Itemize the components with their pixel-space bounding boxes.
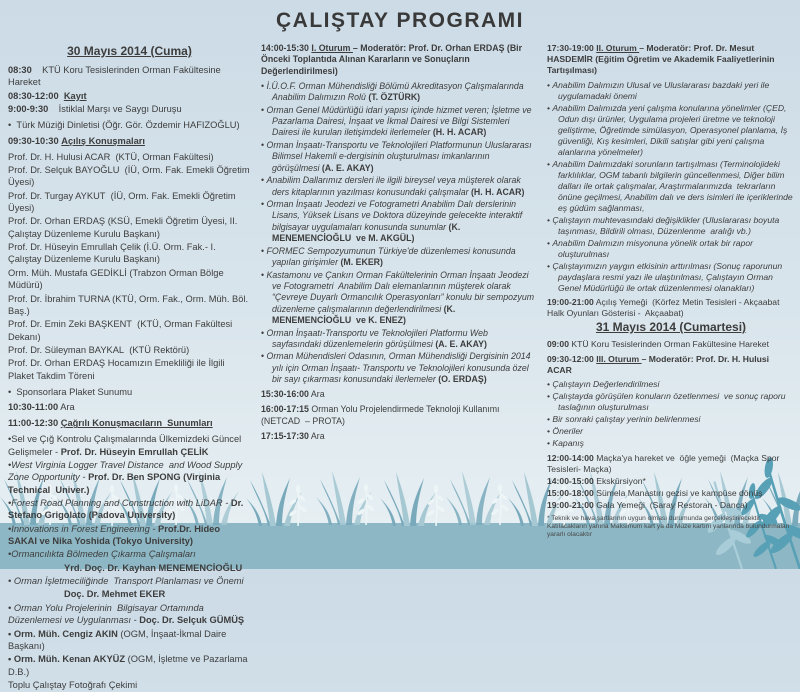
schedule-item — [8, 215, 251, 240]
text-segment: 31 Mayıs 2014 (Cumartesi) — [595, 320, 747, 334]
text-segment: 9:00-9:30 — [8, 104, 49, 115]
schedule-item — [8, 628, 251, 653]
text-segment: Prof. Dr. Hüseyin Emrullah Çelik (İ.Ü. Orm. Fak.- I. Çalıştay Düzenleme Kurulu Başkanı) — [8, 242, 216, 265]
schedule-item — [547, 297, 795, 319]
text-segment: 09:00 — [547, 339, 569, 350]
text-segment: (A. E. AKAY) — [321, 162, 374, 173]
schedule-item — [8, 588, 251, 600]
text-segment: 15:30-16:00 — [261, 389, 309, 400]
text-segment: Doç. Dr. Selçuk GÜMÜŞ — [139, 615, 245, 626]
text-segment: II. Oturum — [596, 43, 640, 53]
schedule-item — [547, 159, 795, 214]
schedule-item — [8, 523, 251, 548]
text-segment: 14:00-15:30 — [261, 43, 312, 53]
text-segment: 19:00-21:00 — [547, 499, 594, 510]
text-segment: • — [547, 391, 553, 402]
text-segment: 08:30 — [8, 64, 32, 75]
text-segment: • — [261, 139, 267, 150]
text-segment: 17:30-19:00 — [547, 43, 597, 53]
text-segment: 30 Mayıs 2014 (Cuma) — [67, 44, 192, 58]
text-segment: (K. MENEMENCİOĞLU ve K. ENEZ) — [272, 303, 456, 326]
schedule-item — [547, 80, 795, 102]
text-segment: • — [547, 426, 553, 437]
schedule-item — [261, 328, 537, 351]
text-segment: (H. H. ACAR) — [471, 186, 525, 197]
text-segment: Prof. Dr. Hüseyin Emrullah ÇELİK — [60, 446, 209, 457]
program-columns — [8, 43, 795, 692]
text-segment: 09:30-10:30 — [8, 135, 62, 146]
text-segment: • — [547, 438, 553, 449]
schedule-item — [547, 215, 795, 237]
schedule-item — [547, 476, 795, 487]
schedule-item — [8, 497, 251, 522]
text-segment: (T. ÖZTÜRK) — [368, 92, 421, 103]
text-segment: * Teknik ve hava şartlarının uygun olması durumunda gerçekleştirilecektir. Katılacakların yanına Maksimum kart ya da Müze kartını yanlarında bulundurmaları yararlı olacaktır — [547, 514, 790, 539]
text-segment: • — [547, 214, 553, 225]
text-segment: Maçka'ya hareket ve öğle yemeği (Maçka Spor Tesisleri- Maçka) — [547, 452, 780, 474]
text-segment: Orman İnşaatı Jeodezi ve Fotogrametri Anabilim Dalı derslerinin Lisans, Yüksek Lisans ve Doktora düzeyinde gelecekte interaktif bilgisayar uygulamaları konusunda sunumlar — [266, 198, 523, 232]
text-segment: • — [261, 269, 267, 280]
schedule-item — [261, 140, 537, 174]
text-segment: • — [261, 351, 267, 362]
text-segment: • Orm. Müh. Cengiz AKIN — [8, 628, 121, 639]
text-segment: – Moderatör: Prof. Dr. H. Hulusi ACAR — [547, 353, 772, 375]
text-segment: Prof. Dr. Orhan ERDAŞ (KSÜ, Emekli Öğretim Üyesi, II. Çalıştay Düzenleme Kurulu Başkanı) — [8, 216, 238, 239]
text-segment: Prof. Dr. Selçuk BAYOĞLU (İÜ, Orm. Fak. Emekli Öğretim Üyesi) — [8, 164, 250, 188]
text-segment: • — [547, 260, 553, 271]
text-segment: Anabilim Dalımızın misyonuna yönelik ortak bir rapor oluşturulması — [552, 237, 754, 259]
program-column-friday-session-1 — [261, 43, 537, 692]
text-segment: Prof. Dr. Turgay AYKUT (İÜ, Orm. Fak. Emekli Öğretim Üyesi) — [8, 190, 236, 214]
schedule-item — [8, 417, 251, 429]
schedule-item — [8, 64, 251, 89]
text-segment: • Türk Müziği Dinletisi (Öğr. Gör. Özdemir HAFIZOĞLU) — [8, 119, 240, 130]
schedule-item — [547, 339, 795, 350]
schedule-item — [8, 602, 251, 627]
schedule-item — [8, 433, 251, 458]
schedule-item — [547, 414, 795, 425]
schedule-item — [8, 679, 251, 691]
text-segment: Orman Genel Müdürlüğü idari yapısı içinde hizmet veren; İşletme ve Pazarlama Dairesi, İnşaat ve İkmal Dairesi ve Bilgi Sistemleri Dairesi ile kurulan iletişimdeki ilerlemeler — [266, 104, 532, 138]
text-segment: Toplu Çalıştay Fotoğrafı Çekimi — [8, 679, 138, 690]
schedule-item — [261, 404, 537, 427]
text-segment: • — [261, 80, 267, 91]
date-heading-friday — [8, 44, 251, 60]
text-segment: 16:00-17:15 — [261, 404, 309, 415]
schedule-item — [8, 135, 251, 147]
text-segment: 11:00-12:30 — [8, 418, 61, 429]
text-segment: Prof. Dr. Ben SPONG (Virginia Technical Univer.) — [8, 472, 221, 495]
schedule-item — [8, 653, 251, 678]
schedule-item — [8, 318, 251, 343]
schedule-item — [8, 190, 251, 215]
text-segment: 19:00-21:00 — [547, 297, 594, 307]
program-column-friday-session-2-and-saturday — [547, 43, 795, 692]
text-segment: Orm. Müh. Mustafa GEDİKLİ (Trabzon Orman Bölge Müdürü) — [8, 267, 224, 291]
text-segment: (OGM, İşletme ve Pazarlama D.B.) — [8, 654, 248, 677]
text-segment: Kapanış — [552, 438, 584, 449]
text-segment: • Orman Yolu Projelerinin Bilgisayar Ortamında Düzenlemesi ve Uygulanması - — [8, 602, 204, 626]
page-title: ÇALIŞTAY PROGRAMI — [276, 9, 524, 32]
text-segment: •Innovations in Forest Engineering - — [8, 523, 159, 534]
text-segment: Öneriler — [552, 426, 583, 437]
text-segment: • — [261, 104, 267, 115]
program-column-friday-program — [8, 43, 251, 692]
text-segment: (O. ERDAŞ) — [438, 374, 487, 385]
schedule-item — [547, 500, 795, 511]
schedule-item — [547, 379, 795, 390]
schedule-item — [261, 351, 537, 385]
text-segment: • — [547, 414, 553, 425]
text-segment: Anabilim Dallarımız dersleri ile ilgili bireysel veya müşterek olarak ders kitaplarının yazılması konusundaki çalışmalar — [266, 175, 521, 197]
text-segment: 15:00-18:00 — [547, 487, 594, 498]
text-segment: KTÜ Koru Tesislerinden Orman Fakültesine Hareket — [568, 339, 769, 350]
footnote — [547, 515, 795, 540]
text-segment: Çağrılı Konuşmacıların Sunumları — [60, 418, 213, 429]
schedule-item — [8, 548, 251, 560]
schedule-item — [547, 438, 795, 449]
text-segment: 14:00-15:00 — [547, 475, 594, 486]
text-segment: KTÜ Koru Tesislerinden Orman Fakültesine Hareket — [8, 64, 221, 88]
text-segment: Ara — [58, 402, 75, 413]
schedule-item — [261, 105, 537, 139]
text-segment: • — [261, 198, 267, 209]
text-segment: • — [261, 327, 267, 338]
schedule-item — [261, 199, 537, 245]
text-segment: •Ormancılıkta Bölmeden Çıkarma Çalışmaları — [8, 549, 196, 560]
schedule-item — [8, 90, 251, 102]
text-segment: •Forest Road Planning and Construction with LiDAR - — [8, 497, 231, 508]
text-segment: (A. E. AKAY) — [435, 339, 487, 350]
schedule-item — [547, 354, 795, 376]
text-segment: • — [547, 102, 553, 113]
text-segment: Çalıştayın muhtevasındaki değişiklikler (Uluslararası boyuta taşınması, Bildirili olması, Düzenlenme aralığı vb.) — [552, 214, 780, 236]
text-segment: Anabilim Dalımızda yeni çalışma konularına yönelimler (ÇED, Odun dışı ürünler, Uygulama projeleri üretme ve teknoloji geliştirme, Öğretimde simülasyon, Operasyonel planlama, İş güvenliği, Kış kesimleri, Dikili satışlar gibi yeni çalışma alanlarına yönelmeler) — [552, 102, 788, 157]
text-segment: •West Virginia Logger Travel Distance and Wood Supply Zone Opportunity - — [8, 459, 243, 483]
text-segment: • — [547, 158, 553, 169]
text-segment: Anabilim Dalımızın Ulusal ve Uluslararası bazdaki yeri ile uygulamadaki önemi — [552, 79, 770, 101]
text-segment: • — [547, 79, 553, 90]
text-segment: (M. EKER) — [340, 257, 383, 268]
text-segment: (OGM, İnşaat-İkmal Daire Başkanı) — [8, 628, 227, 651]
schedule-item — [547, 391, 795, 413]
schedule-item — [8, 119, 251, 131]
text-segment: •Sel ve Çığ Kontrolu Çalışmalarında Ülkemizdeki Güncel Gelişmeler - — [8, 434, 242, 457]
schedule-item — [547, 103, 795, 158]
text-segment: Orman Yolu Projelendirmede Teknoloji Kullanımı (NETCAD – PROTA) — [261, 404, 500, 426]
text-segment: • Orm. Müh. Kenan AKYÜZ — [8, 654, 128, 665]
text-segment: 12:00-14:00 — [547, 452, 594, 463]
text-segment: Kayıt — [63, 90, 87, 101]
text-segment: Çalıştayda görüşülen konuların özetlenmesi ve sonuç raporu taslağının oluşturulması — [552, 391, 786, 413]
schedule-item — [8, 103, 251, 115]
schedule-item — [547, 426, 795, 437]
text-segment: Yrd. Doç. Dr. Kayhan MENEMENCİOĞLU — [64, 562, 243, 573]
text-segment: – Moderatör: Prof. Dr. Mesut HASDEMİR (Eğitim Öğretim ve Akademik Faaliyetlerinin Tartışılması) — [547, 43, 777, 75]
text-segment: Açılış Konuşmaları — [61, 135, 145, 146]
text-segment: FORMEC Sempozyumunun Türkiye'de düzenlemesi konusunda yapılan girişimler — [266, 245, 516, 268]
text-segment: Prof. Dr. İbrahim TURNA (KTÜ, Orm. Fak., Orm. Müh. Böl. Baş.) — [8, 293, 249, 316]
text-segment: İstiklal Marşı ve Saygı Duruşu — [48, 104, 182, 115]
text-segment: 08:30-12:00 — [8, 90, 64, 101]
text-segment: I. Oturum — [311, 43, 353, 53]
schedule-item — [8, 164, 251, 189]
schedule-item — [8, 241, 251, 266]
schedule-item — [8, 386, 251, 398]
schedule-item — [8, 357, 251, 382]
schedule-item — [547, 488, 795, 499]
schedule-item — [8, 575, 251, 587]
schedule-item — [8, 401, 251, 413]
text-segment: Kastamonu ve Çankırı Orman Fakültelerinin Orman İnşaatı Jeodezi ve Fotogrametri Anabilim Dalı elemanlarının müşterek olarak “Çevreye Duyarlı Ormancılık Operasyonları” konulu bir sempozyum düzenleme çalışmalarının değerlendirilmesi — [266, 269, 535, 314]
schedule-item — [547, 43, 795, 76]
text-segment: – Moderatör: Prof. Dr. Orhan ERDAŞ (Bir Önceki Toplantıda Alınan Kararların ve Sonuçların Değerlendirilmesi) — [261, 43, 523, 76]
text-segment: (K. MENEMENCİOĞLU ve M. AKGÜL) — [272, 221, 461, 244]
schedule-item — [8, 459, 251, 496]
text-segment: Orman İnşaatı-Transportu ve Teknolojileri Platformu Web sayfasındaki düzenlemelerin görüşülmesi — [266, 327, 488, 350]
text-segment: Anabilim Dalımızdaki sorunların tartışılması (Terminolojideki farklılıklar, OGM tabanlı bilgilerin güncellenmesi, Diğer bilim dalları ile ortak çalışmalar, Araştırmalarımızda tekrarların önüne geçilmesi, Anabilim dalı ve ders isimleri ile içeriklerinde eş güdüm sağlanması, — [552, 158, 793, 213]
date-heading-saturday — [547, 320, 795, 335]
text-segment: Prof. Dr. Süleyman BAYKAL (KTÜ Rektörü) — [8, 345, 190, 355]
text-segment: • — [261, 245, 267, 256]
text-segment: 09:30-12:00 — [547, 353, 597, 364]
text-segment: Prof. Dr. H. Hulusi ACAR (KTÜ, Orman Fakültesi) — [8, 151, 214, 162]
text-segment: Gala Yemeği (Saray Restoran - Danca) — [593, 499, 748, 510]
schedule-item — [8, 151, 251, 163]
text-segment: • — [261, 175, 267, 186]
schedule-item — [547, 238, 795, 260]
text-segment: (H. H. ACAR) — [432, 127, 487, 138]
text-segment: Çalıştayımızın yaygın etkisinin arttırılması (Sonuç raporunun paydaşlara resmi yazı ile ulaştırılması, Çalıştayın Orman Genel Müdürlüğü ile ortak düzenlenmesi olanakları) — [552, 260, 783, 293]
text-segment: Ara — [308, 430, 325, 441]
text-segment: Ekskürsiyon* — [593, 475, 646, 486]
text-segment: Bir sonraki çalıştay yerinin belirlenmesi — [552, 414, 701, 425]
text-segment: • — [547, 237, 553, 248]
text-segment: İ.Ü.O.F. Orman Mühendisliği Bölümü Akreditasyon Çalışmalarında Anabilim Dalımızın Rolü — [266, 80, 524, 103]
text-segment: Sümela Manastırı gezisi ve kampüse dönüş — [593, 487, 763, 498]
text-segment: Doç. Dr. Mehmet EKER — [64, 589, 166, 600]
text-segment: Orman Mühendisleri Odasının, Orman Mühendisliği Dergisinin 2014 yılı için Orman İnşaatı- Transportu ve Teknolojileri konusunda özel bir sayı çıkarması konusundaki ilerlemeler — [266, 351, 531, 385]
text-segment: • Orman İşletmeciliğinde Transport Planlaması ve Önemi — [8, 576, 244, 587]
text-segment: III. Oturum — [596, 353, 642, 364]
text-segment: Dr. Stefano Grigolato (Padova University) — [8, 497, 244, 521]
schedule-item — [261, 43, 537, 77]
text-segment: 17:15-17:30 — [261, 430, 309, 441]
schedule-item — [261, 81, 537, 104]
text-segment: Çalıştayın Değerlendirilmesi — [552, 379, 660, 390]
text-segment: • Sponsorlara Plaket Sunumu — [8, 386, 133, 397]
schedule-item — [547, 453, 795, 475]
text-segment: Prof.Dr. Hideo SAKAI ve Nika Yoshida (Tokyo University) — [8, 523, 221, 547]
text-segment: Prof. Dr. Orhan ERDAŞ Hocamızın Emekliliği ile İlgili Plaket Takdim Töreni — [8, 358, 225, 381]
schedule-item — [8, 562, 251, 574]
text-segment: 10:30-11:00 — [8, 402, 59, 413]
schedule-item — [8, 267, 251, 292]
schedule-item — [261, 270, 537, 327]
text-segment: Ara — [308, 389, 325, 400]
text-segment: • — [547, 379, 553, 390]
schedule-item — [547, 261, 795, 294]
schedule-item — [261, 389, 537, 400]
schedule-item — [261, 175, 537, 198]
text-segment: Orman İnşaatı-Transportu ve Teknolojileri Platformunun Uluslararası Bilimsel Hakemli e-dergisinin oluşturulması imkanlarının görüşülmesi — [266, 139, 532, 173]
schedule-item — [8, 344, 251, 356]
schedule-item — [8, 293, 251, 318]
schedule-item — [261, 431, 537, 442]
text-segment: Açılış Yemeği (Körfez Metin Tesisleri - Akçaabat Halk Oyunları Gösterisi - Akçaabat) — [547, 297, 780, 318]
text-segment: Prof. Dr. Emin Zeki BAŞKENT (KTÜ, Orman Fakültesi Dekanı) — [8, 319, 233, 342]
schedule-item — [261, 246, 537, 269]
